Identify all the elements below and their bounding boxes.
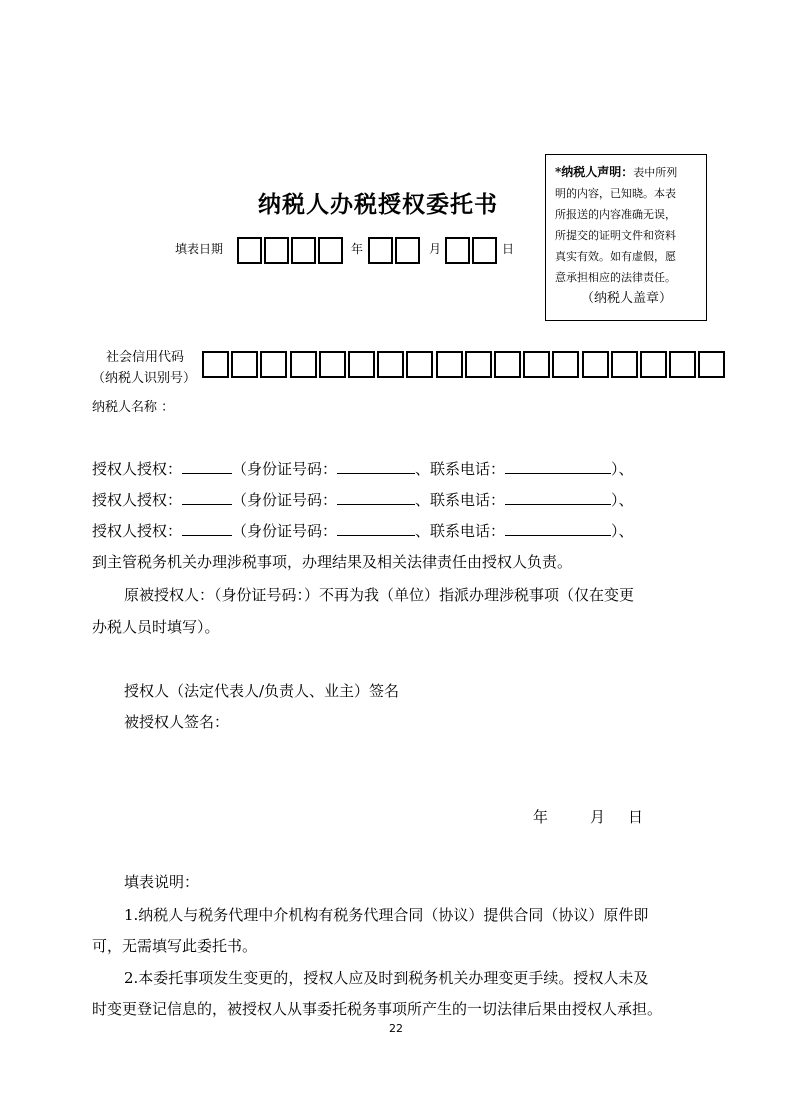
month-digit-box[interactable] xyxy=(368,237,393,264)
year-digit-box[interactable] xyxy=(264,237,289,264)
phone-blank[interactable] xyxy=(505,492,611,505)
credit-code-digit-box[interactable] xyxy=(260,351,287,378)
taxpayer-id-label: （纳税人识别号） xyxy=(92,371,197,386)
authorization-row xyxy=(92,489,634,510)
year-digit-box[interactable] xyxy=(318,237,343,264)
sign-year-label: 年 xyxy=(533,808,549,826)
row-end: ）、 xyxy=(611,460,634,478)
month-digit-box[interactable] xyxy=(395,237,420,264)
phone-blank[interactable] xyxy=(505,523,611,536)
taxpayer-declaration-box xyxy=(545,154,707,321)
phone-label: 、联系电话： xyxy=(415,522,506,540)
credit-code-digit-box[interactable] xyxy=(494,351,521,378)
credit-code-digit-box[interactable] xyxy=(436,351,463,378)
year-digit-box[interactable] xyxy=(237,237,262,264)
instruction-item-1-cont: 可，无需填写此委托书。 xyxy=(92,937,258,955)
row-end: ）、 xyxy=(611,491,634,509)
declaration-line: 表中所列 xyxy=(633,166,678,179)
declaration-line: 所报送的内容准确无误， xyxy=(555,208,676,221)
year-digit-box[interactable] xyxy=(291,237,316,264)
responsibility-text: 到主管税务机关办理涉税事项，办理结果及相关法律责任由授权人负责。 xyxy=(92,553,573,571)
credit-code-digit-box[interactable] xyxy=(552,351,579,378)
credit-code-digit-box[interactable] xyxy=(465,351,492,378)
credit-code-digit-box[interactable] xyxy=(231,351,258,378)
declaration-line: 意承担相应的法律责任。 xyxy=(555,271,676,284)
phone-blank[interactable] xyxy=(505,461,611,474)
credit-code-digit-box[interactable] xyxy=(669,351,696,378)
sign-month-label: 月 xyxy=(590,808,606,826)
credit-code-digit-box[interactable] xyxy=(290,351,317,378)
instructions-heading: 填表说明： xyxy=(124,873,200,891)
id-number-blank[interactable] xyxy=(337,492,415,505)
credit-code-digit-box[interactable] xyxy=(406,351,433,378)
taxpayer-seal-label: （纳税人盖章） xyxy=(580,291,672,306)
former-authorized-text: 原被授权人：（身份证号码：）不再为我（单位）指派办理涉税事项（仅在变更 xyxy=(124,586,635,604)
credit-code-label: 社会信用代码 xyxy=(106,350,185,365)
day-digit-box[interactable] xyxy=(472,237,497,264)
authorization-row xyxy=(92,458,634,479)
declaration-heading: *纳税人声明： xyxy=(555,165,634,179)
declaration-line: 真实有效。如有虚假，愿 xyxy=(555,250,676,263)
authorized-person-blank[interactable] xyxy=(182,492,232,505)
row-end: ）、 xyxy=(611,522,634,540)
id-number-label: （身份证号码： xyxy=(232,522,338,540)
authorization-row xyxy=(92,520,634,541)
credit-code-digit-box[interactable] xyxy=(582,351,609,378)
year-label: 年 xyxy=(351,242,364,256)
credit-code-digit-box[interactable] xyxy=(611,351,638,378)
authorized-person-blank[interactable] xyxy=(182,523,232,536)
credit-code-digit-box[interactable] xyxy=(319,351,346,378)
credit-code-digit-box[interactable] xyxy=(377,351,404,378)
credit-code-digit-box[interactable] xyxy=(348,351,375,378)
instruction-item-2: 2.本委托事项发生变更的，授权人应及时到税务机关办理变更手续。授权人未及 xyxy=(124,969,649,987)
taxpayer-name-label: 纳税人名称 ： xyxy=(92,400,175,415)
page-title: 纳税人办税授权委托书 xyxy=(258,192,498,218)
day-digit-box[interactable] xyxy=(445,237,470,264)
id-number-blank[interactable] xyxy=(337,523,415,536)
authorized-signature-label: 被授权人签名： xyxy=(124,713,230,731)
authorization-lead: 授权人授权： xyxy=(92,460,183,478)
instruction-item-1: 1.纳税人与税务代理中介机构有税务代理合同（协议）提供合同（协议）原件即 xyxy=(124,906,649,924)
month-label: 月 xyxy=(429,242,442,256)
authorization-lead: 授权人授权： xyxy=(92,491,183,509)
credit-code-digit-box[interactable] xyxy=(698,351,725,378)
credit-code-digit-box[interactable] xyxy=(202,351,229,378)
day-label: 日 xyxy=(502,242,515,256)
id-number-label: （身份证号码： xyxy=(232,491,338,509)
credit-code-digit-box[interactable] xyxy=(640,351,667,378)
phone-label: 、联系电话： xyxy=(415,460,506,478)
id-number-label: （身份证号码： xyxy=(232,460,338,478)
authorization-lead: 授权人授权： xyxy=(92,522,183,540)
declaration-line: 明的内容，已知晓。本表 xyxy=(555,187,676,200)
authorized-person-blank[interactable] xyxy=(182,461,232,474)
fill-date-label: 填表日期 xyxy=(175,242,224,256)
page-number: 22 xyxy=(389,1022,403,1035)
instruction-item-2-cont: 时变更登记信息的，被授权人从事委托税务事项所产生的一切法律后果由授权人承担。 xyxy=(92,1000,663,1018)
former-authorized-text-cont: 办税人员时填写）。 xyxy=(92,618,220,636)
credit-code-digit-box[interactable] xyxy=(523,351,550,378)
phone-label: 、联系电话： xyxy=(415,491,506,509)
declaration-line: 所提交的证明文件和资料 xyxy=(555,229,676,242)
sign-day-label: 日 xyxy=(628,808,644,826)
authorizer-signature-label: 授权人（法定代表人/负责人、业主）签名 xyxy=(124,682,400,700)
id-number-blank[interactable] xyxy=(337,461,415,474)
